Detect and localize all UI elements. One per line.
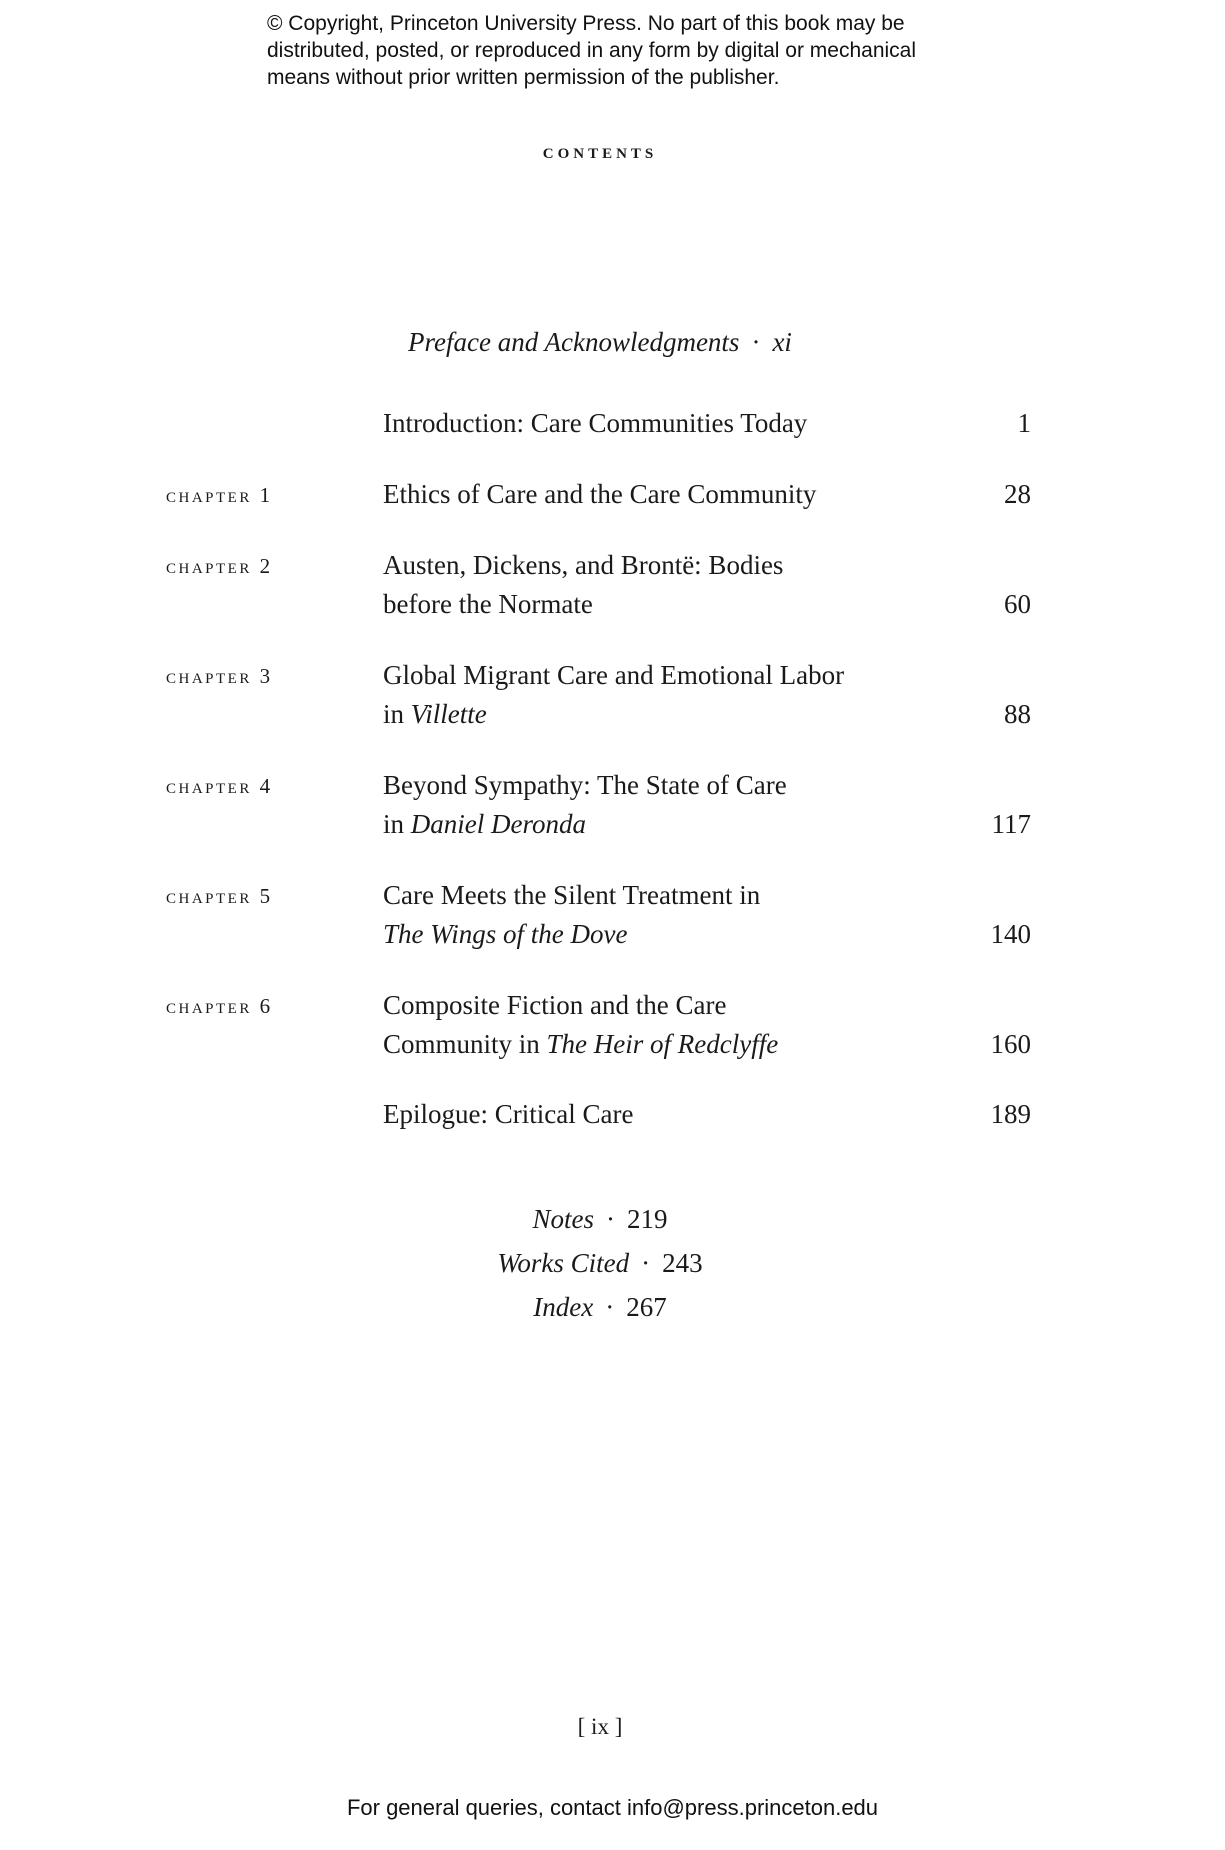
italic-title-segment: Villette <box>410 699 487 729</box>
copyright-line: distributed, posted, or reproduced in any form by digital or mechanical <box>267 39 917 62</box>
preface-entry <box>0 327 1200 358</box>
entry-title-line <box>383 915 903 954</box>
title-segment: Austen, Dickens, and Brontë: Bodies <box>383 550 784 580</box>
entry-title-line <box>383 876 903 915</box>
preface-page: xi <box>772 327 792 357</box>
separator-dot: · <box>605 1292 615 1322</box>
title-segment: Care Meets the Silent Treatment in <box>383 880 761 910</box>
title-segment: before the Normate <box>383 589 593 619</box>
chapter-label: chapter 6 <box>166 994 273 1018</box>
entry-page-number: 189 <box>990 1099 1031 1129</box>
separator-dot: · <box>606 1204 615 1234</box>
entry-title <box>383 986 903 1064</box>
separator-dot: · <box>751 327 761 357</box>
entry-title-line <box>383 986 903 1025</box>
entry-title <box>383 876 903 954</box>
entry-title <box>383 656 903 734</box>
back-matter-list <box>0 1197 1200 1329</box>
copyright-line: means without prior written permission of the publisher. <box>267 66 780 89</box>
entry-title-line <box>383 805 903 844</box>
copyright-notice <box>267 10 1027 91</box>
chapter-label: chapter 5 <box>166 884 273 908</box>
chapter-label: chapter 1 <box>166 483 273 507</box>
entry-title-line <box>383 695 903 734</box>
title-segment: Epilogue: Critical Care <box>383 1099 634 1129</box>
entry-title-line <box>383 546 903 585</box>
title-segment: in <box>383 699 411 729</box>
entry-title-line <box>383 475 903 514</box>
entry-page-number: 117 <box>991 809 1031 839</box>
chapter-label: chapter 4 <box>166 774 273 798</box>
entry-title-line <box>383 1025 903 1064</box>
back-matter-page: 219 <box>627 1204 668 1234</box>
entry-page-number: 1 <box>1017 408 1031 438</box>
back-matter-label: Works Cited <box>497 1248 630 1278</box>
back-matter-item <box>0 1285 1200 1329</box>
entry-page-number: 88 <box>1004 699 1031 729</box>
entry-page-number: 160 <box>990 1029 1031 1059</box>
chapter-label: chapter 3 <box>166 664 273 688</box>
title-segment: Beyond Sympathy: The State of Care <box>383 770 787 800</box>
back-matter-label: Index <box>533 1292 594 1322</box>
entry-page-number: 28 <box>1004 479 1031 509</box>
footer-contact: For general queries, contact info@press.princeton.edu <box>346 1795 879 1820</box>
title-segment: Global Migrant Care and Emotional Labor <box>383 660 845 690</box>
entry-title-line <box>383 656 903 695</box>
title-segment: in <box>383 809 411 839</box>
back-matter-page: 243 <box>662 1248 703 1278</box>
entry-title <box>383 766 903 844</box>
italic-title-segment: The Wings of the Dove <box>383 919 628 949</box>
entry-title <box>383 1095 903 1134</box>
entry-title-line <box>383 585 903 624</box>
entry-title-line <box>383 404 903 443</box>
page-title: contents <box>542 139 658 163</box>
title-segment: Ethics of Care and the Care Community <box>383 479 817 509</box>
italic-title-segment: The Heir of Redclyffe <box>546 1029 779 1059</box>
italic-title-segment: Daniel Deronda <box>410 809 586 839</box>
chapter-label: chapter 2 <box>166 554 273 578</box>
preface-label: Preface and Acknowledgments <box>408 327 740 357</box>
entry-title <box>383 546 903 624</box>
entry-title-line <box>383 1095 903 1134</box>
separator-dot: · <box>641 1248 651 1278</box>
title-segment: Introduction: Care Communities Today <box>383 408 808 438</box>
page-number: [ ix ] <box>577 1714 623 1739</box>
copyright-line: © Copyright, Princeton University Press. No part of this book may be <box>267 12 905 35</box>
entry-title-line <box>383 766 903 805</box>
title-segment: Community in <box>383 1029 547 1059</box>
entry-page-number: 60 <box>1004 589 1031 619</box>
entry-title <box>383 475 903 514</box>
back-matter-item <box>0 1197 1200 1241</box>
entry-page-number: 140 <box>990 919 1031 949</box>
entry-title <box>383 404 903 443</box>
back-matter-page: 267 <box>626 1292 667 1322</box>
back-matter-label: Notes <box>532 1204 594 1234</box>
back-matter-item <box>0 1241 1200 1285</box>
title-segment: Composite Fiction and the Care <box>383 990 727 1020</box>
